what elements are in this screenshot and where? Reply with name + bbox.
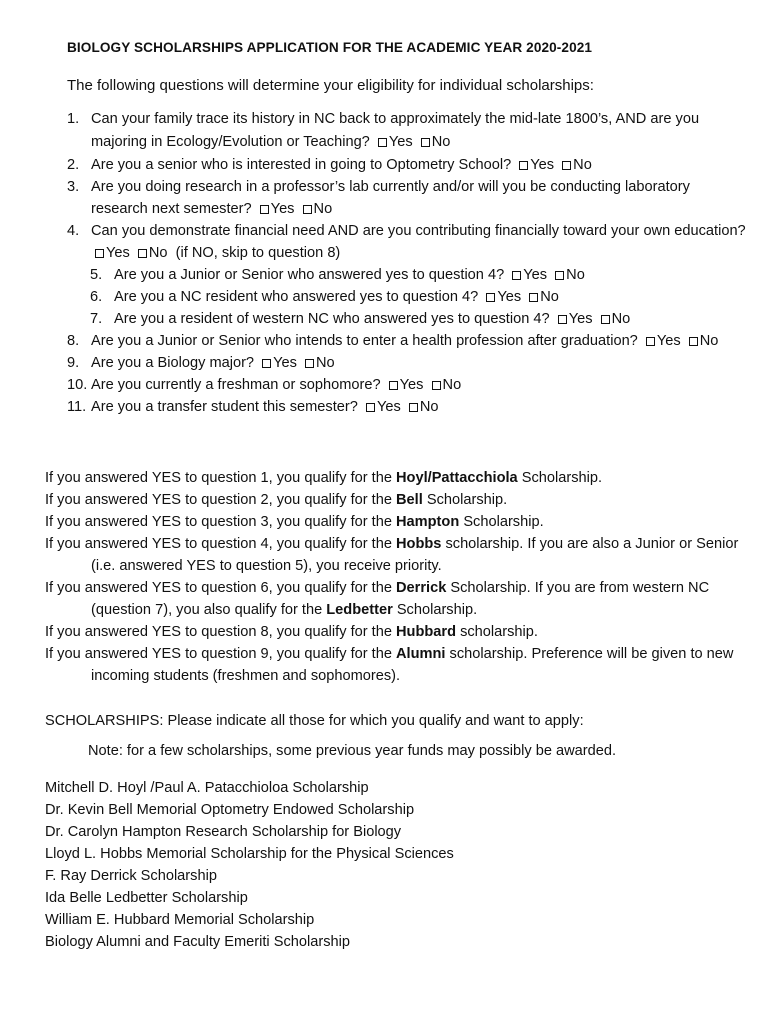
question-text: Can you demonstrate financial need AND are you contributing financially toward your own education? — [91, 223, 746, 239]
yes-label: Yes — [273, 355, 297, 371]
result-text: Scholarship. If you are from western NC (question 7), you also qualify for the — [91, 580, 710, 618]
result-line-6 — [45, 621, 745, 643]
scholarship-item: Mitchell D. Hoyl /Paul A. Patacchioloa Scholarship — [45, 780, 369, 796]
question-9 — [67, 352, 747, 374]
yes-label: Yes — [106, 245, 130, 261]
no-label: No — [315, 355, 335, 371]
scholarship-item: Ida Belle Ledbetter Scholarship — [45, 890, 248, 906]
no-label: No — [313, 201, 333, 217]
skip-instruction: (if NO, skip to question 8) — [175, 245, 341, 261]
yes-checkbox[interactable] — [558, 315, 567, 324]
question-list — [67, 108, 747, 418]
scholarship-name: Ledbetter — [326, 602, 393, 618]
scholarship-name: Derrick — [396, 580, 447, 596]
result-text: Scholarship. — [517, 470, 603, 486]
yes-label: Yes — [399, 377, 424, 393]
scholarship-item: Dr. Carolyn Hampton Research Scholarship for Biology — [45, 824, 402, 840]
result-text: If you answered YES to question 2, you qualify for the — [45, 492, 397, 508]
yes-label: Yes — [270, 201, 295, 217]
no-checkbox[interactable] — [529, 293, 538, 302]
yes-checkbox[interactable] — [378, 138, 387, 147]
scholarship-name: Bell — [396, 492, 423, 508]
question-number: 8. — [67, 333, 80, 349]
result-text: If you answered YES to question 6, you qualify for the — [45, 580, 397, 596]
question-number: 1. — [67, 111, 80, 127]
question-number: 9. — [67, 355, 80, 371]
question-number: 10. — [67, 377, 88, 393]
question-number: 3. — [67, 179, 80, 195]
no-label: No — [566, 267, 585, 283]
scholarship-item: William E. Hubbard Memorial Scholarship — [45, 912, 315, 928]
scholarships-heading: SCHOLARSHIPS: Please indicate all those for which you qualify and want to apply: — [45, 713, 584, 729]
result-line-4 — [45, 533, 745, 577]
result-text: If you answered YES to question 3, you qualify for the — [45, 514, 397, 530]
yes-checkbox[interactable] — [366, 403, 375, 412]
scholarship-item: F. Ray Derrick Scholarship — [45, 868, 217, 884]
yes-checkbox[interactable] — [512, 271, 521, 280]
question-4 — [67, 220, 747, 264]
result-text: If you answered YES to question 9, you qualify for the — [45, 646, 397, 662]
result-text: If you answered YES to question 1, you qualify for the — [45, 470, 397, 486]
result-text: scholarship. Preference will be given to new incoming students (freshmen and sophomores). — [91, 646, 734, 684]
no-checkbox[interactable] — [421, 138, 430, 147]
question-10 — [67, 374, 747, 396]
result-text: scholarship. If you are also a Junior or Senior (i.e. answered YES to question 5), you receive priority. — [91, 536, 739, 574]
yes-label: Yes — [656, 333, 681, 349]
scholarship-name: Alumni — [396, 646, 446, 662]
result-text: If you answered YES to question 4, you qualify for the — [45, 536, 397, 552]
yes-label: Yes — [530, 157, 555, 173]
question-number: 11. — [67, 399, 87, 415]
no-label: No — [540, 289, 559, 305]
document-title: BIOLOGY SCHOLARSHIPS APPLICATION FOR THE ACADEMIC YEAR 2020-2021 — [67, 40, 593, 55]
yes-checkbox[interactable] — [646, 337, 655, 346]
question-number: 7. — [90, 311, 103, 327]
no-label: No — [431, 134, 451, 150]
result-line-2 — [45, 489, 745, 511]
question-text: Are you a Biology major? — [91, 355, 255, 371]
question-text: Are you currently a freshman or sophomore? — [91, 377, 381, 393]
question-7 — [67, 308, 747, 330]
result-text: Scholarship. — [459, 514, 544, 530]
no-label: No — [148, 245, 168, 261]
no-checkbox[interactable] — [432, 381, 441, 390]
question-text: Can your family trace its history in NC back to approximately the mid-late 1800’s, AND are you majoring in Ecology/Evolution or Teaching? — [91, 111, 700, 150]
question-text: Are you a senior who is interested in going to Optometry School? — [91, 157, 512, 173]
yes-checkbox[interactable] — [389, 381, 398, 390]
yes-checkbox[interactable] — [95, 249, 104, 258]
yes-label: Yes — [497, 289, 522, 305]
question-8 — [67, 330, 747, 352]
no-checkbox[interactable] — [305, 359, 314, 368]
no-checkbox[interactable] — [138, 249, 147, 258]
scholarship-name: Hobbs — [396, 536, 442, 552]
result-line-1 — [45, 467, 745, 489]
question-number: 2. — [67, 157, 80, 173]
yes-label: Yes — [523, 267, 548, 283]
no-checkbox[interactable] — [689, 337, 698, 346]
yes-label: Yes — [388, 134, 413, 150]
scholarship-item: Biology Alumni and Faculty Emeriti Scholarship — [45, 934, 350, 950]
result-text: scholarship. — [456, 624, 538, 640]
scholarship-list — [45, 777, 454, 953]
yes-checkbox[interactable] — [519, 161, 528, 170]
eligibility-results — [45, 467, 745, 687]
yes-label: Yes — [376, 399, 401, 415]
result-text: Scholarship. — [422, 492, 508, 508]
no-label: No — [442, 377, 462, 393]
question-11 — [67, 396, 747, 418]
yes-checkbox[interactable] — [486, 293, 495, 302]
question-6 — [67, 286, 747, 308]
question-text: Are you a Junior or Senior who intends to enter a health profession after graduation? — [91, 333, 638, 349]
no-label: No — [419, 399, 439, 415]
scholarship-name: Hoyl/Pattacchiola — [396, 470, 518, 486]
no-label: No — [573, 157, 592, 173]
funding-note: Note: for a few scholarships, some previous year funds may possibly be awarded. — [88, 743, 617, 759]
no-label: No — [699, 333, 719, 349]
no-checkbox[interactable] — [555, 271, 564, 280]
scholarship-name: Hubbard — [396, 624, 457, 640]
result-text: If you answered YES to question 8, you qualify for the — [45, 624, 397, 640]
question-number: 6. — [90, 289, 103, 305]
question-text: Are you a transfer student this semester? — [91, 399, 358, 415]
question-2 — [67, 154, 747, 176]
no-label: No — [611, 311, 631, 327]
scholarship-name: Hampton — [396, 514, 460, 530]
result-line-5 — [45, 577, 745, 621]
result-text: Scholarship. — [392, 602, 478, 618]
yes-label: Yes — [568, 311, 593, 327]
no-checkbox[interactable] — [562, 161, 571, 170]
question-1 — [67, 108, 747, 154]
question-text: Are you a Junior or Senior who answered yes to question 4? — [114, 267, 505, 283]
result-line-7 — [45, 643, 745, 687]
question-number: 5. — [90, 267, 103, 283]
question-3 — [67, 176, 747, 220]
question-text: Are you a resident of western NC who answered yes to question 4? — [114, 311, 550, 327]
question-text: Are you a NC resident who answered yes to question 4? — [114, 289, 479, 305]
no-checkbox[interactable] — [303, 205, 312, 214]
yes-checkbox[interactable] — [262, 359, 271, 368]
intro-text: The following questions will determine your eligibility for individual scholarships: — [67, 77, 594, 94]
scholarship-item: Dr. Kevin Bell Memorial Optometry Endowed Scholarship — [45, 802, 415, 818]
result-line-3 — [45, 511, 745, 533]
question-number: 4. — [67, 223, 80, 239]
no-checkbox[interactable] — [601, 315, 610, 324]
no-checkbox[interactable] — [409, 403, 418, 412]
question-5 — [67, 264, 747, 286]
yes-checkbox[interactable] — [260, 205, 269, 214]
scholarship-item: Lloyd L. Hobbs Memorial Scholarship for the Physical Sciences — [45, 846, 454, 862]
question-text: Are you doing research in a professor’s lab currently and/or will you be conducting laboratory research next semester? — [91, 179, 690, 217]
